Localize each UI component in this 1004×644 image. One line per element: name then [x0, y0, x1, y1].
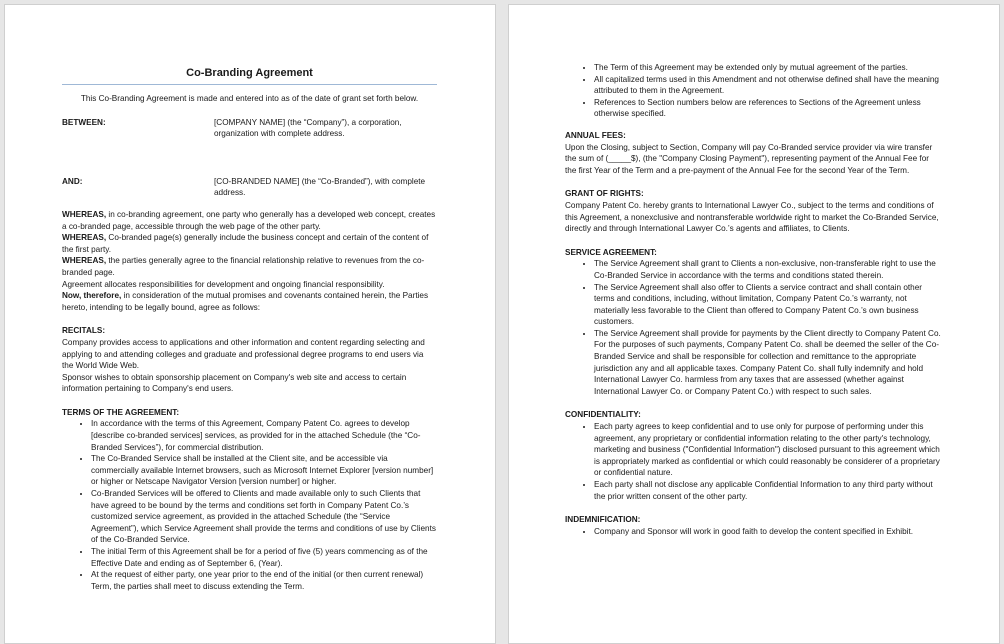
service-agreement-section: [565, 247, 941, 398]
therefore-text: in consideration of the mutual promises and covenants contained herein, the Parties hereto, intending to be legally bound, agree as follows:: [62, 291, 429, 312]
whereas-clauses: [62, 209, 437, 313]
section-heading: CONFIDENTIALITY:: [565, 410, 641, 420]
list-item: • Each party shall not disclose any applicable Confidential Information to any third party without the prior written consent of the other party.: [594, 479, 941, 502]
list-item: • The Co-Branded Service shall be installed at the Client site, and be accessible via commercially available Internet browsers, such as Microsoft Internet Explorer [version number] or higher or Netscape Navigator Version [version number] or higher.: [91, 453, 437, 488]
and-value: [CO-BRANDED NAME] (the “Co-Branded”), with complete address.: [214, 176, 426, 198]
recitals-paragraph: Sponsor wishes to obtain sponsorship placement on Company's web site and access to certain information pertaining to Company's end users.: [62, 372, 407, 394]
page-content: [509, 5, 999, 549]
list-item: • The initial Term of this Agreement shall be for a period of five (5) years commencing as of the Effective Date and ending as of September 6, (Year).: [91, 546, 437, 569]
page-content: [5, 5, 495, 592]
indemnification-section: [565, 514, 941, 537]
document-page-left: [4, 4, 496, 644]
whereas-clause: [62, 209, 437, 232]
section-heading: TERMS OF THE AGREEMENT:: [62, 407, 180, 417]
list-item: • References to Section numbers below are references to Sections of the Agreement unless otherwise specified.: [594, 97, 941, 120]
whereas-text: in co-branding agreement, one party who generally has a developed web concept, creates a co-branded page, accessible through the web page of the other party.: [62, 209, 436, 231]
annual-fees-section: [565, 130, 941, 176]
whereas-keyword: WHEREAS,: [62, 256, 107, 266]
section-heading: SERVICE AGREEMENT:: [565, 247, 657, 257]
between-value: [COMPANY NAME] (the “Company”), a corporation, organization with complete address.: [214, 117, 402, 139]
section-heading: RECITALS:: [62, 326, 106, 336]
list-item: • The Service Agreement shall also offer to Clients a service contract and shall contain other terms and conditions, including, without limitation, Company Patent Co.’s warranty, not materially less favorable to the Client than offered to Company Patent Co.’s own business customers.: [594, 282, 941, 328]
recitals-section: [62, 325, 437, 395]
whereas-clause: [62, 255, 437, 278]
section-heading: ANNUAL FEES:: [565, 130, 626, 140]
list-item: • The Service Agreement shall grant to Clients a non-exclusive, non-transferable right to use the Co-Branded Service in accordance with the terms and conditions stated therein.: [594, 258, 941, 281]
list-item: • Co-Branded Services will be offered to Clients and made available only to such Clients that have agreed to be bound by the terms and conditions set forth in Company Patent Co.’s customized service agreement, as provided in the attached Schedule (the “Service Agreement”), which Service Agreement shall provide the terms and conditions of use by Clients of the Co-Branded Service.: [91, 488, 437, 546]
grant-paragraph: Company Patent Co. hereby grants to International Lawyer Co., subject to the terms and conditions of this Agreement, a nonexclusive and nontransferable worldwide right to market the Co-Branded Service, directly and through International Lawyer Co.’s agents and affiliates, to Clients.: [565, 200, 939, 234]
party-between: [62, 117, 437, 140]
recitals-paragraph: Company provides access to applications and other information and content regarding selecting and applying to and attending colleges and graduate and professional degree programs to end users via the World Wide Web.: [62, 337, 425, 371]
intro-paragraph: This Co-Branding Agreement is made and entered into as of the date of grant set forth below.: [80, 94, 419, 103]
section-heading: INDEMNIFICATION:: [565, 515, 641, 525]
whereas-text: the parties generally agree to the financial relationship relative to revenues from the co-branded page.: [62, 256, 425, 277]
whereas-keyword: WHEREAS,: [62, 209, 107, 219]
document-title: Co-Branding Agreement: [62, 66, 437, 85]
therefore-clause: [62, 290, 437, 313]
therefore-keyword: Now, therefore,: [62, 291, 122, 301]
list-item: • Each party agrees to keep confidential and to use only for purpose of performing under this agreement, any proprietary or confidential information relating to the other party's technology, marketing and business ("Confidential Information") disclosed pursuant to this agreement which is appropriately marked as confidential or which could reasonably be considerer of a proprietary or confidential nature.: [594, 421, 941, 479]
document-page-right: [508, 4, 1000, 644]
term-continuation-list: [565, 62, 941, 120]
service-list: [565, 258, 941, 397]
whereas-text: Co-branded page(s) generally include the business concept and certain of the content of the first party.: [62, 233, 429, 254]
list-item: • At the request of either party, one year prior to the end of the initial (or then current renewal) Term, the parties shall meet to discuss extending the Term.: [91, 569, 437, 592]
list-item: • The Term of this Agreement may be extended only by mutual agreement of the parties.: [594, 62, 941, 74]
whereas-clause: [62, 232, 437, 255]
list-item: • The Service Agreement shall provide for payments by the Client directly to Company Patent Co. For the purposes of such payments, Company Patent Co. shall be deemed the seller of the Co-Branded Service and shall be responsible for collection and remittance to the appropriate jurisdiction any and all applicable taxes. Company Patent Co. shall fully indemnify and hold International Lawyer Co. harmless from any taxes that are assessed (whether against International Lawyer Co. or Company Patent Co.) with respect to such sales.: [594, 328, 941, 398]
annual-fees-paragraph: Upon the Closing, subject to Section, Company will pay Co-Branded service provider via wire transfer the sum of (_____$), (the "Company Closing Payment"), representing payment of the Annual Fee for the first Year of the Term and a pre-payment of the Annual Fee for the second Year of the Term.: [565, 142, 933, 175]
terms-section: [62, 407, 437, 593]
party-and: [62, 176, 437, 199]
agreement-line: Agreement allocates responsibilities for development and ongoing financial responsibility.: [62, 279, 385, 289]
and-label: AND:: [62, 176, 83, 186]
between-label: BETWEEN:: [62, 117, 106, 127]
terms-list: [62, 418, 437, 592]
indemnification-list: [565, 526, 941, 538]
list-item: • Company and Sponsor will work in good faith to develop the content specified in Exhibit.: [594, 526, 941, 538]
whereas-keyword: WHEREAS,: [62, 233, 107, 243]
section-heading: GRANT OF RIGHTS:: [565, 189, 644, 199]
confidentiality-list: [565, 421, 941, 502]
grant-of-rights-section: [565, 188, 941, 234]
list-item: • All capitalized terms used in this Amendment and not otherwise defined shall have the meaning attributed to them in the Agreement.: [594, 74, 941, 97]
confidentiality-section: [565, 409, 941, 502]
list-item: • In accordance with the terms of this Agreement, Company Patent Co. agrees to develop [describe co-branded services] services, as provided for in the attached Schedule (the “Co-Branded Services”), for commercial distribution.: [91, 418, 437, 453]
